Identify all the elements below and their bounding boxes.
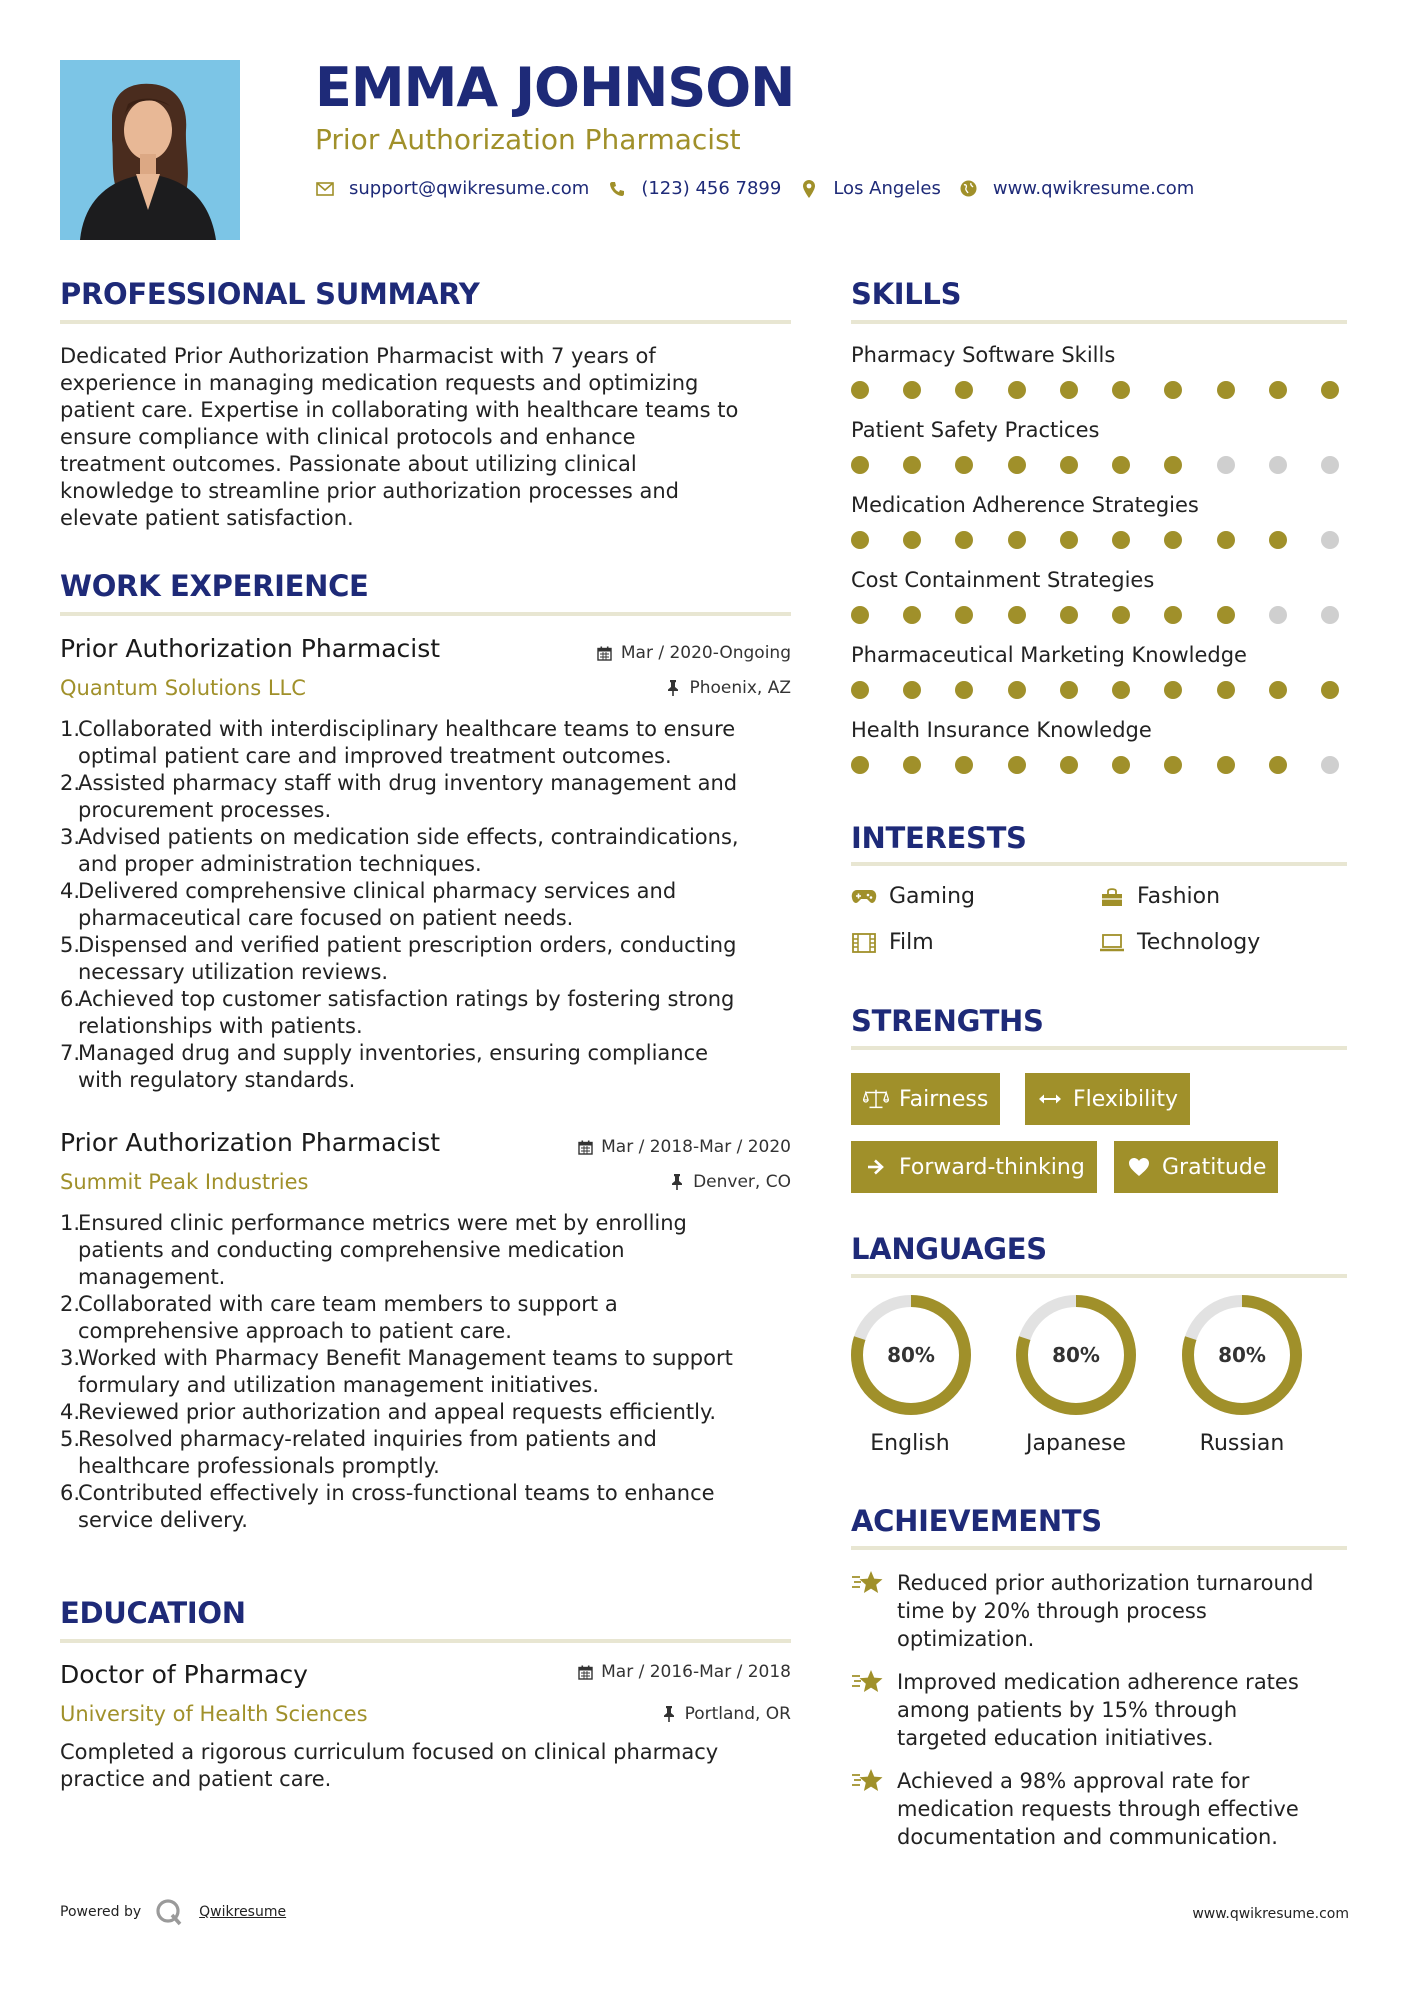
footer-powered-by [60,1898,286,1926]
skill-rating [851,681,1339,701]
contact-bar [315,178,1212,199]
powered-by-text: Powered by [60,1904,142,1920]
skill-dot-filled [1060,756,1078,774]
skill-rating [851,456,1339,476]
skill-dot-filled [1112,531,1130,549]
calendar-icon [577,1664,593,1680]
balance-scale-icon [863,1088,889,1110]
email-text: support@qwikresume.com [349,178,590,199]
item-number: 6. [60,1481,81,1505]
item-line: service delivery. [78,1508,248,1532]
skill-dot-filled [1269,381,1287,399]
education-divider [60,1639,791,1643]
item-number: 4. [60,1400,81,1424]
interest-label: Gaming [889,884,975,909]
list-item [60,824,800,878]
achievement-item [851,1569,1351,1653]
achievement-line: targeted education initiatives. [897,1726,1214,1750]
strength-label: Forward-thinking [899,1154,1085,1180]
item-line: management. [78,1265,226,1289]
skill-dot-filled [1321,381,1339,399]
skill-dot-filled [1060,531,1078,549]
summary-line: ensure compliance with clinical protocols and enhance [60,425,636,449]
laptop-icon [1099,932,1125,954]
list-item [60,986,800,1040]
heart-icon [1126,1156,1152,1178]
footer-website[interactable]: www.qwikresume.com [1192,1906,1349,1922]
skill-dot-filled [1164,756,1182,774]
skill-dot-filled [851,606,869,624]
skill-dot-filled [1164,531,1182,549]
envelope-icon [315,179,335,199]
skill-dot-filled [1217,681,1235,699]
skill-label: Pharmaceutical Marketing Knowledge [851,643,1247,667]
item-number: 7. [60,1041,81,1065]
skill-dot-empty [1217,456,1235,474]
interests-divider [851,862,1347,866]
pushpin-icon [669,1174,685,1190]
job-duties [60,716,800,1094]
skill-dot-filled [1217,606,1235,624]
item-line: Managed drug and supply inventories, ensuring compliance [78,1041,709,1065]
achievements-heading: ACHIEVEMENTS [851,1504,1102,1538]
qwikresume-link[interactable]: Qwikresume [199,1904,287,1920]
achievement-line: medication requests through effective [897,1797,1299,1821]
job-company: Summit Peak Industries [60,1170,309,1194]
skill-dot-filled [903,381,921,399]
item-number: 5. [60,933,81,957]
skill-dot-empty [1269,606,1287,624]
strengths-divider [851,1046,1347,1050]
website-text: www.qwikresume.com [992,178,1195,199]
skill-dot-filled [1164,456,1182,474]
contact-location [799,178,941,199]
skill-rating [851,381,1339,401]
film-icon [851,932,877,954]
list-item [60,1345,800,1399]
item-line: relationships with patients. [78,1014,363,1038]
language-name: Japanese [1026,1431,1126,1456]
education-line: Completed a rigorous curriculum focused on clinical pharmacy [60,1740,719,1764]
summary-line: Dedicated Prior Authorization Pharmacist with 7 years of [60,344,656,368]
item-line: formulary and utilization management initiatives. [78,1373,600,1397]
profile-photo [60,60,240,240]
achievement-item [851,1668,1351,1752]
summary-line: patient care. Expertise in collaborating with healthcare teams to [60,398,739,422]
strength-tag [1114,1141,1278,1193]
languages-heading: LANGUAGES [851,1232,1047,1266]
summary-line: experience in managing medication requests and optimizing [60,371,699,395]
phone-icon [607,179,627,199]
education-heading: EDUCATION [60,1596,246,1630]
experience-divider [60,612,791,616]
skill-dot-filled [851,456,869,474]
item-line: Resolved pharmacy-related inquiries from patients and [78,1427,657,1451]
calendar-icon [577,1139,593,1155]
achievements-divider [851,1546,1347,1550]
calendar-icon [597,645,613,661]
skills-divider [851,320,1347,324]
education-line: practice and patient care. [60,1767,332,1791]
skill-dot-filled [1217,756,1235,774]
location-text: Los Angeles [833,178,941,199]
item-line: Reviewed prior authorization and appeal requests efficiently. [78,1400,717,1424]
list-item [60,716,800,770]
item-line: Delivered comprehensive clinical pharmacy services and [78,879,677,903]
job-dates [597,643,791,663]
shopping-bag-icon [1099,886,1125,908]
list-item [60,1291,800,1345]
skill-dot-filled [851,381,869,399]
item-line: Ensured clinic performance metrics were met by enrolling [78,1211,687,1235]
skill-dot-filled [851,756,869,774]
achievement-text [897,1569,1313,1653]
achievement-line: documentation and communication. [897,1825,1278,1849]
skill-dot-filled [1112,681,1130,699]
education-description [60,1739,800,1793]
school-name: University of Health Sciences [60,1702,368,1726]
language-ring [1180,1293,1304,1417]
job-location [665,678,791,698]
achievement-line: Improved medication adherence rates [897,1670,1299,1694]
item-line: patients and conducting comprehensive medication [78,1238,625,1262]
job-location-text: Denver, CO [693,1172,791,1192]
skill-dot-filled [955,381,973,399]
skill-dot-filled [903,681,921,699]
skill-dot-empty [1269,456,1287,474]
skill-dot-filled [1164,606,1182,624]
qwikresume-logo-icon [155,1898,183,1926]
globe-icon [959,179,979,199]
achievement-line: optimization. [897,1627,1035,1651]
achievement-line: Reduced prior authorization turnaround [897,1571,1314,1595]
skill-dot-empty [1321,531,1339,549]
skill-dot-filled [1060,606,1078,624]
list-item [60,1399,800,1426]
achievement-item [851,1767,1351,1851]
item-number: 4. [60,879,81,903]
skill-dot-filled [1269,531,1287,549]
list-item [60,1210,800,1291]
skill-dot-filled [1008,681,1026,699]
skill-dot-filled [1112,456,1130,474]
language-percent: 80% [1052,1343,1100,1367]
skill-dot-filled [1164,681,1182,699]
job-dates [577,1137,791,1157]
list-item [60,1480,800,1534]
item-number: 3. [60,1346,81,1370]
strength-tag [1025,1073,1190,1125]
item-line: Achieved top customer satisfaction ratings by fostering strong [78,987,735,1011]
job-company: Quantum Solutions LLC [60,676,306,700]
item-number: 2. [60,1292,81,1316]
item-number: 3. [60,825,81,849]
skill-dot-filled [1321,681,1339,699]
item-line: Contributed effectively in cross-functional teams to enhance [78,1481,715,1505]
job-dates-text: Mar / 2020-Ongoing [620,643,791,663]
skill-dot-filled [1008,531,1026,549]
item-line: and proper administration techniques. [78,852,482,876]
summary-line: treatment outcomes. Passionate about utilizing clinical [60,452,637,476]
item-number: 1. [60,717,81,741]
achievement-text [897,1668,1299,1752]
skill-dot-filled [1112,606,1130,624]
skill-label: Cost Containment Strategies [851,568,1155,592]
language-percent: 80% [1218,1343,1266,1367]
strength-label: Flexibility [1073,1086,1178,1112]
summary-line: knowledge to streamline prior authorization processes and [60,479,679,503]
education-location-text: Portland, OR [684,1704,791,1724]
interest-label: Film [889,930,934,955]
skill-dot-empty [1321,606,1339,624]
job-dates-text: Mar / 2018-Mar / 2020 [601,1137,791,1157]
strength-tag [851,1141,1097,1193]
skill-dot-filled [1008,756,1026,774]
strengths-heading: STRENGTHS [851,1004,1044,1038]
list-item [60,932,800,986]
candidate-title: Prior Authorization Pharmacist [315,123,741,156]
contact-phone[interactable] [607,178,781,199]
interest-item [851,884,975,909]
interest-label: Fashion [1137,884,1221,909]
achievement-text [897,1767,1299,1851]
interests-heading: INTERESTS [851,821,1027,855]
skill-label: Patient Safety Practices [851,418,1100,442]
skill-dot-filled [851,681,869,699]
item-number: 5. [60,1427,81,1451]
list-item [60,1426,800,1480]
strength-label: Gratitude [1162,1154,1267,1180]
job-title: Prior Authorization Pharmacist [60,634,441,663]
list-item [60,878,800,932]
skill-dot-filled [1008,606,1026,624]
interest-label: Technology [1137,930,1261,955]
item-line: Worked with Pharmacy Benefit Management teams to support [78,1346,733,1370]
skill-dot-filled [955,681,973,699]
item-line: Advised patients on medication side effects, contraindications, [78,825,739,849]
item-line: Collaborated with interdisciplinary healthcare teams to ensure [78,717,736,741]
education-location [661,1704,791,1724]
item-line: comprehensive approach to patient care. [78,1319,512,1343]
map-pin-icon [799,179,819,199]
item-line: procurement processes. [78,798,332,822]
skill-label: Health Insurance Knowledge [851,718,1152,742]
skill-label: Medication Adherence Strategies [851,493,1199,517]
item-line: Assisted pharmacy staff with drug inventory management and [78,771,738,795]
languages-divider [851,1274,1347,1278]
skill-dot-filled [955,531,973,549]
language-name: Russian [1199,1431,1285,1456]
strength-tag [851,1073,1000,1125]
pushpin-icon [661,1706,677,1722]
skill-dot-filled [1269,756,1287,774]
job-duties [60,1210,800,1534]
skill-dot-filled [903,756,921,774]
contact-email[interactable] [315,178,589,199]
item-line: Dispensed and verified patient prescription orders, conducting [78,933,737,957]
item-line: pharmaceutical care focused on patient needs. [78,906,574,930]
job-location-text: Phoenix, AZ [689,678,791,698]
contact-website[interactable] [959,178,1194,199]
interest-item [1099,930,1260,955]
skills-heading: SKILLS [851,277,962,311]
arrows-horizontal-icon [1037,1088,1063,1110]
job-title: Prior Authorization Pharmacist [60,1128,441,1157]
item-line: Collaborated with care team members to support a [78,1292,618,1316]
skill-dot-filled [903,606,921,624]
skill-dot-filled [1060,381,1078,399]
star-badge-icon [851,1569,887,1599]
item-line: necessary utilization reviews. [78,960,389,984]
skill-dot-filled [1060,456,1078,474]
skill-dot-filled [903,531,921,549]
language-ring [849,1293,973,1417]
achievement-line: Achieved a 98% approval rate for [897,1769,1250,1793]
skill-dot-empty [1321,456,1339,474]
skill-dot-filled [1217,381,1235,399]
skill-dot-filled [1217,531,1235,549]
skill-dot-filled [1269,681,1287,699]
skill-rating [851,606,1339,626]
item-number: 2. [60,771,81,795]
education-dates-text: Mar / 2016-Mar / 2018 [601,1662,791,1682]
skill-dot-filled [1112,756,1130,774]
experience-heading: WORK EXPERIENCE [60,569,369,603]
skill-dot-filled [1008,381,1026,399]
candidate-name: EMMA JOHNSON [315,56,795,119]
interest-item [851,930,934,955]
list-item [60,1040,800,1094]
skill-dot-filled [955,456,973,474]
skill-rating [851,531,1339,551]
item-line: with regulatory standards. [78,1068,356,1092]
summary-heading: PROFESSIONAL SUMMARY [60,277,480,311]
arrow-right-icon [863,1156,889,1178]
language-name: English [870,1431,950,1456]
skill-dot-empty [1321,756,1339,774]
skill-dot-filled [955,756,973,774]
star-badge-icon [851,1668,887,1698]
skill-dot-filled [1112,381,1130,399]
gamepad-icon [851,886,877,908]
item-line: healthcare professionals promptly. [78,1454,440,1478]
summary-text [60,343,800,532]
skill-dot-filled [903,456,921,474]
skill-dot-filled [955,606,973,624]
language-ring [1014,1293,1138,1417]
pushpin-icon [665,680,681,696]
summary-divider [60,320,791,324]
skill-dot-filled [851,531,869,549]
skill-label: Pharmacy Software Skills [851,343,1116,367]
skill-dot-filled [1060,681,1078,699]
achievement-line: among patients by 15% through [897,1698,1238,1722]
job-location [669,1172,791,1192]
phone-text: (123) 456 7899 [641,178,782,199]
strength-label: Fairness [899,1086,989,1112]
item-line: optimal patient care and improved treatment outcomes. [78,744,672,768]
skill-dot-filled [1164,381,1182,399]
interest-item [1099,884,1220,909]
star-badge-icon [851,1767,887,1797]
language-percent: 80% [887,1343,935,1367]
item-number: 6. [60,987,81,1011]
list-item [60,770,800,824]
summary-line: elevate patient satisfaction. [60,506,354,530]
degree-title: Doctor of Pharmacy [60,1660,308,1689]
education-dates [577,1662,791,1682]
skill-rating [851,756,1339,776]
achievement-line: time by 20% through process [897,1599,1207,1623]
item-number: 1. [60,1211,81,1235]
skill-dot-filled [1008,456,1026,474]
